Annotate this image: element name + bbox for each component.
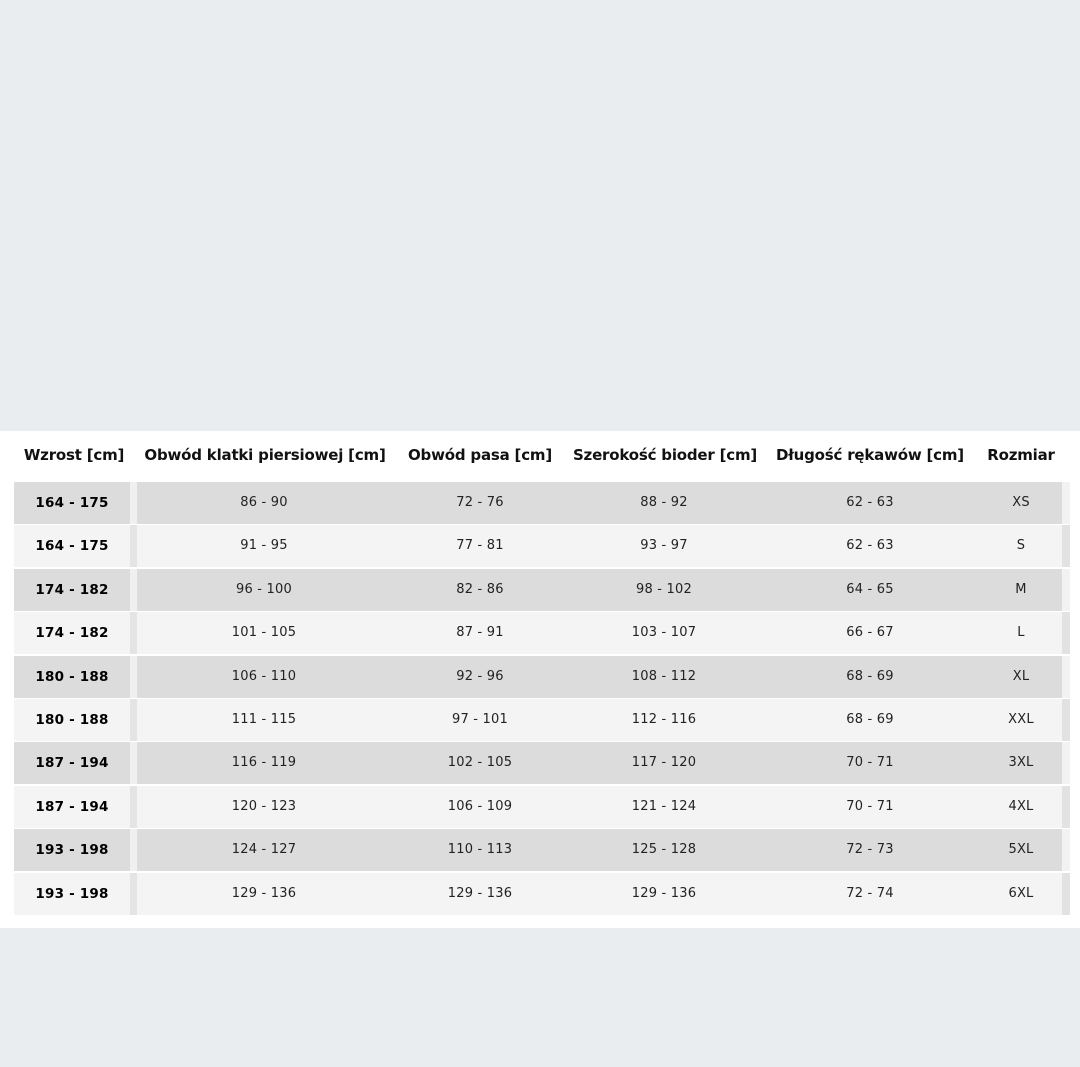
table-header-row xyxy=(0,431,1080,479)
size-cell: 5XL xyxy=(1008,842,1034,858)
hips-cell: 108 - 112 xyxy=(631,668,697,684)
waist-cell: 110 - 113 xyxy=(447,842,513,858)
size-cell: 4XL xyxy=(1008,798,1034,814)
sleeve-cell: 72 - 74 xyxy=(846,885,894,901)
height-cell: 193 - 198 xyxy=(35,842,109,859)
sleeve-cell: 70 - 71 xyxy=(846,755,894,771)
height-cell: 187 - 194 xyxy=(35,798,109,815)
sleeve-cell: 62 - 63 xyxy=(846,538,894,554)
column-separator xyxy=(130,786,137,828)
size-cell: XXL xyxy=(1008,711,1034,727)
chest-cell: 129 - 136 xyxy=(231,885,297,901)
height-cell: 164 - 175 xyxy=(35,538,109,555)
hips-cell: 117 - 120 xyxy=(631,755,697,771)
header-waist: Obwód pasa [cm] xyxy=(408,446,552,464)
height-cell: 187 - 194 xyxy=(35,755,109,772)
sleeve-cell: 70 - 71 xyxy=(846,798,894,814)
table-row xyxy=(14,742,1070,784)
sleeve-cell: 64 - 65 xyxy=(846,581,894,597)
column-separator xyxy=(130,482,137,524)
hips-cell: 129 - 136 xyxy=(631,885,697,901)
column-separator xyxy=(130,699,137,741)
waist-cell: 77 - 81 xyxy=(456,538,504,554)
height-cell: 174 - 182 xyxy=(35,625,109,642)
size-cell: L xyxy=(1017,625,1025,641)
chest-cell: 124 - 127 xyxy=(231,842,297,858)
height-cell: 174 - 182 xyxy=(35,581,109,598)
header-sleeve-length: Długość rękawów [cm] xyxy=(776,446,964,464)
hips-cell: 88 - 92 xyxy=(640,495,688,510)
table-row xyxy=(14,525,1070,567)
chest-cell: 111 - 115 xyxy=(231,711,297,727)
table-row xyxy=(14,786,1070,828)
column-separator xyxy=(130,873,137,915)
header-chest: Obwód klatki piersiowej [cm] xyxy=(144,446,386,464)
size-cell: 6XL xyxy=(1008,885,1034,901)
waist-cell: 102 - 105 xyxy=(447,755,513,771)
column-separator xyxy=(130,656,137,698)
header-size: Rozmiar xyxy=(987,446,1055,464)
waist-cell: 106 - 109 xyxy=(447,798,513,814)
sleeve-cell: 68 - 69 xyxy=(846,711,894,727)
column-separator xyxy=(130,742,137,784)
table-row xyxy=(14,569,1070,611)
table-row xyxy=(14,656,1070,698)
size-cell: S xyxy=(1016,538,1026,554)
header-height: Wzrost [cm] xyxy=(23,446,125,464)
column-separator xyxy=(130,525,137,567)
waist-cell: 92 - 96 xyxy=(456,668,504,684)
size-cell: XL xyxy=(1012,668,1030,684)
hips-cell: 103 - 107 xyxy=(631,625,697,641)
hips-cell: 121 - 124 xyxy=(631,798,697,814)
height-cell: 164 - 175 xyxy=(35,495,109,511)
column-separator xyxy=(130,612,137,654)
size-cell: M xyxy=(1015,581,1027,597)
table-row xyxy=(14,829,1070,871)
size-cell: 3XL xyxy=(1008,755,1034,771)
size-cell: XS xyxy=(1012,495,1030,510)
sleeve-cell: 62 - 63 xyxy=(846,495,894,510)
table-row xyxy=(14,482,1070,524)
chest-cell: 101 - 105 xyxy=(231,625,297,641)
chest-cell: 91 - 95 xyxy=(240,538,288,554)
height-cell: 180 - 188 xyxy=(35,711,109,728)
chest-cell: 86 - 90 xyxy=(240,495,288,510)
table-row xyxy=(14,873,1070,915)
table-row xyxy=(14,612,1070,654)
chest-cell: 116 - 119 xyxy=(231,755,297,771)
hips-cell: 93 - 97 xyxy=(640,538,688,554)
hips-cell: 98 - 102 xyxy=(636,581,692,597)
column-separator xyxy=(130,829,137,871)
waist-cell: 129 - 136 xyxy=(447,885,513,901)
table-row xyxy=(14,699,1070,741)
waist-cell: 72 - 76 xyxy=(456,495,504,510)
header-hips: Szerokość bioder [cm] xyxy=(572,446,758,464)
size-chart-table xyxy=(0,431,1080,928)
height-cell: 193 - 198 xyxy=(35,885,109,902)
chest-cell: 96 - 100 xyxy=(236,581,292,597)
waist-cell: 97 - 101 xyxy=(452,711,508,727)
column-separator xyxy=(130,569,137,611)
chest-cell: 106 - 110 xyxy=(231,668,297,684)
waist-cell: 82 - 86 xyxy=(456,581,504,597)
table-body xyxy=(14,482,1070,916)
waist-cell: 87 - 91 xyxy=(456,625,504,641)
sleeve-cell: 66 - 67 xyxy=(846,625,894,641)
sleeve-cell: 68 - 69 xyxy=(846,668,894,684)
hips-cell: 112 - 116 xyxy=(631,711,697,727)
chest-cell: 120 - 123 xyxy=(231,798,297,814)
height-cell: 180 - 188 xyxy=(35,668,109,685)
hips-cell: 125 - 128 xyxy=(631,842,697,858)
sleeve-cell: 72 - 73 xyxy=(846,842,894,858)
